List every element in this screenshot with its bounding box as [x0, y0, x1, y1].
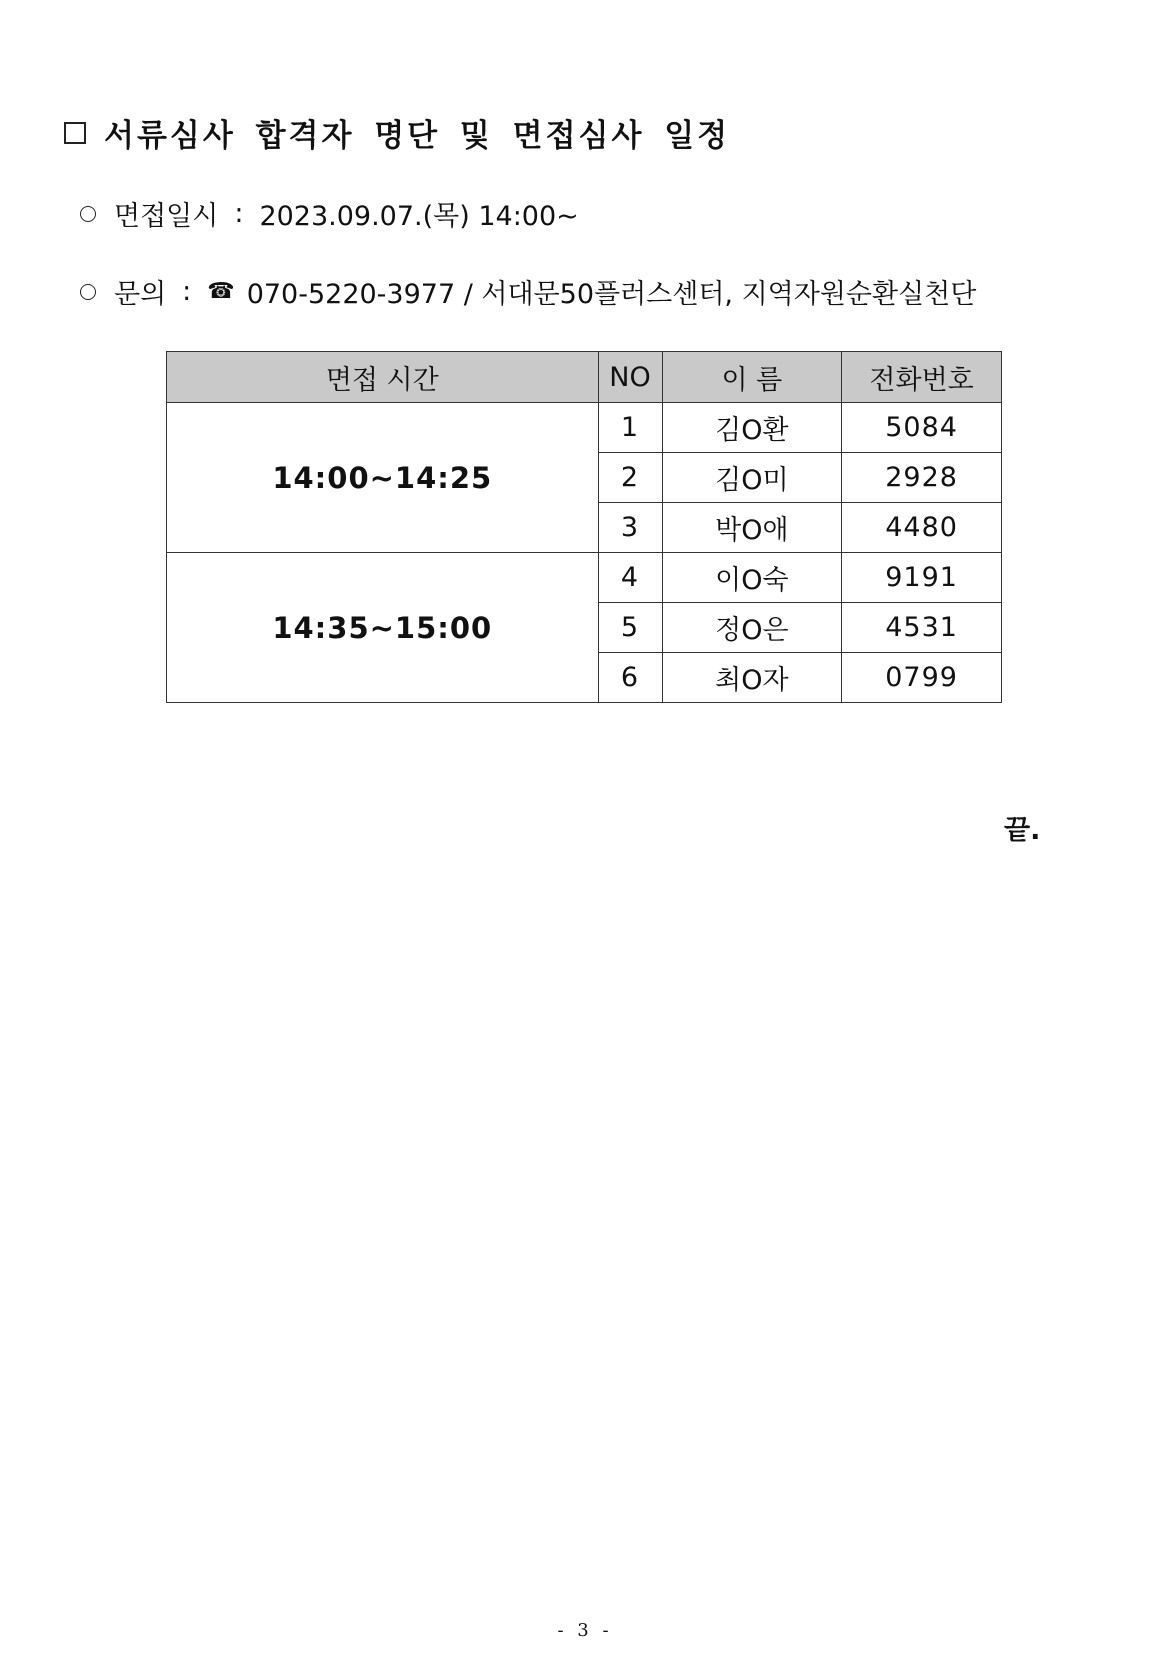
applicant-phone: 4531 — [842, 603, 1002, 653]
inquiry-line — [80, 272, 976, 311]
applicant-name: 김O미 — [662, 453, 842, 503]
checkbox-square-icon — [64, 122, 86, 144]
row-number: 2 — [598, 453, 662, 503]
section-heading — [64, 110, 730, 155]
time-slot-cell: 14:35~15:00 — [167, 553, 599, 703]
applicant-name: 이O숙 — [662, 553, 842, 603]
interview-schedule-table — [166, 351, 1002, 703]
applicant-name: 박O애 — [662, 503, 842, 553]
bullet-circle-icon — [80, 284, 96, 300]
end-mark: 끝. — [1004, 815, 1041, 846]
row-number: 6 — [598, 653, 662, 703]
row-number: 1 — [598, 403, 662, 453]
applicant-name: 김O환 — [662, 403, 842, 453]
table-row — [167, 403, 1002, 453]
row-number: 3 — [598, 503, 662, 553]
interview-date-value: 2023.09.07.(목) 14:00~ — [259, 201, 579, 232]
interview-date-label: 면접일시 — [114, 201, 219, 232]
header-name: 이 름 — [662, 352, 842, 403]
section-title: 서류심사 합격자 명단 및 면접심사 일정 — [104, 118, 731, 154]
row-number: 4 — [598, 553, 662, 603]
bullet-circle-icon — [80, 206, 96, 222]
header-phone: 전화번호 — [842, 352, 1002, 403]
row-number: 5 — [598, 603, 662, 653]
header-interview-time: 면접 시간 — [167, 352, 599, 403]
table-header-row — [167, 352, 1002, 403]
applicant-phone: 2928 — [842, 453, 1002, 503]
inquiry-value: 070-5220-3977 / 서대문50플러스센터, 지역자원순환실천단 — [246, 279, 977, 310]
time-slot-cell: 14:00~14:25 — [167, 403, 599, 553]
applicant-name: 정O은 — [662, 603, 842, 653]
applicant-phone: 5084 — [842, 403, 1002, 453]
header-no: NO — [598, 352, 662, 403]
applicant-phone: 4480 — [842, 503, 1002, 553]
interview-date-line — [80, 194, 579, 233]
interview-date-colon: : — [234, 198, 244, 229]
applicant-phone: 0799 — [842, 653, 1002, 703]
telephone-icon: ☎ — [207, 279, 235, 304]
table-row — [167, 553, 1002, 603]
applicant-name: 최O자 — [662, 653, 842, 703]
inquiry-label: 문의 — [114, 279, 167, 310]
applicant-phone: 9191 — [842, 553, 1002, 603]
inquiry-colon: : — [182, 276, 192, 307]
page-number: - 3 - — [557, 1620, 613, 1641]
